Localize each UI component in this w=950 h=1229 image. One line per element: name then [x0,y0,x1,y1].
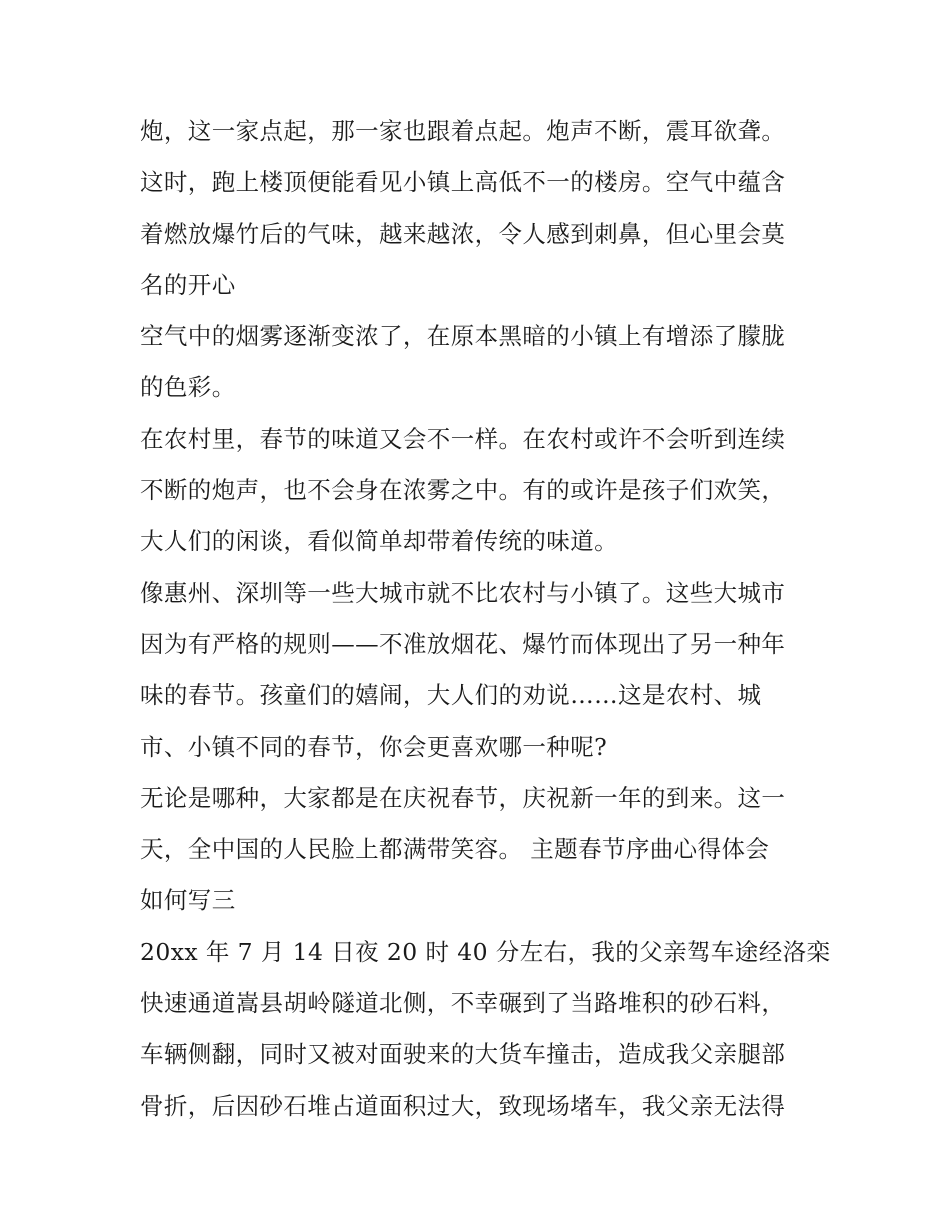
text-line: 着燃放爆竹后的气味，越来越浓，令人感到刺鼻，但心里会莫 [140,219,786,248]
text-line: 如何写三 [140,886,236,915]
text-line: 这时，跑上楼顶便能看见小镇上高低不一的楼房。空气中蕴含 [140,168,786,197]
text-line: 味的春节。孩童们的嬉闹，大人们的劝说……这是农村、城 [140,681,762,710]
text-line: 无论是哪种，大家都是在庆祝春节，庆祝新一年的到来。这一 [140,783,786,812]
body-text [140,106,831,1132]
text-line: 快速通道嵩县胡岭隧道北侧，不幸碾到了当路堆积的砂石料， [140,989,786,1018]
text-line: 的色彩。 [140,373,236,402]
text-line: 名的开心 [140,270,236,299]
text-line: 20xx 年 7 月 14 日夜 20 时 40 分左右，我的父亲驾车途经洛栾 [140,937,831,966]
text-line: 在农村里，春节的味道又会不一样。在农村或许不会听到连续 [140,424,786,453]
text-line: 车辆侧翻，同时又被对面驶来的大货车撞击，造成我父亲腿部 [140,1040,786,1069]
text-line: 大人们的闲谈，看似简单却带着传统的味道。 [140,527,618,556]
text-line: 像惠州、深圳等一些大城市就不比农村与小镇了。这些大城市 [140,578,786,607]
text-line: 炮，这一家点起，那一家也跟着点起。炮声不断，震耳欲聋。 [140,117,786,145]
text-line: 市、小镇不同的春节，你会更喜欢哪一种呢? [140,732,608,761]
text-line: 不断的炮声，也不会身在浓雾之中。有的或许是孩子们欢笑， [140,476,786,505]
text-line: 骨折，后因砂石堆占道面积过大，致现场堵车，我父亲无法得 [140,1091,786,1120]
text-line: 空气中的烟雾逐渐变浓了，在原本黑暗的小镇上有增添了朦胧 [140,322,786,351]
text-line: 天，全中国的人民脸上都满带笑容。 主题春节序曲心得体会 [140,835,770,864]
text-line: 因为有严格的规则——不准放烟花、爆竹而体现出了另一种年 [140,629,786,658]
